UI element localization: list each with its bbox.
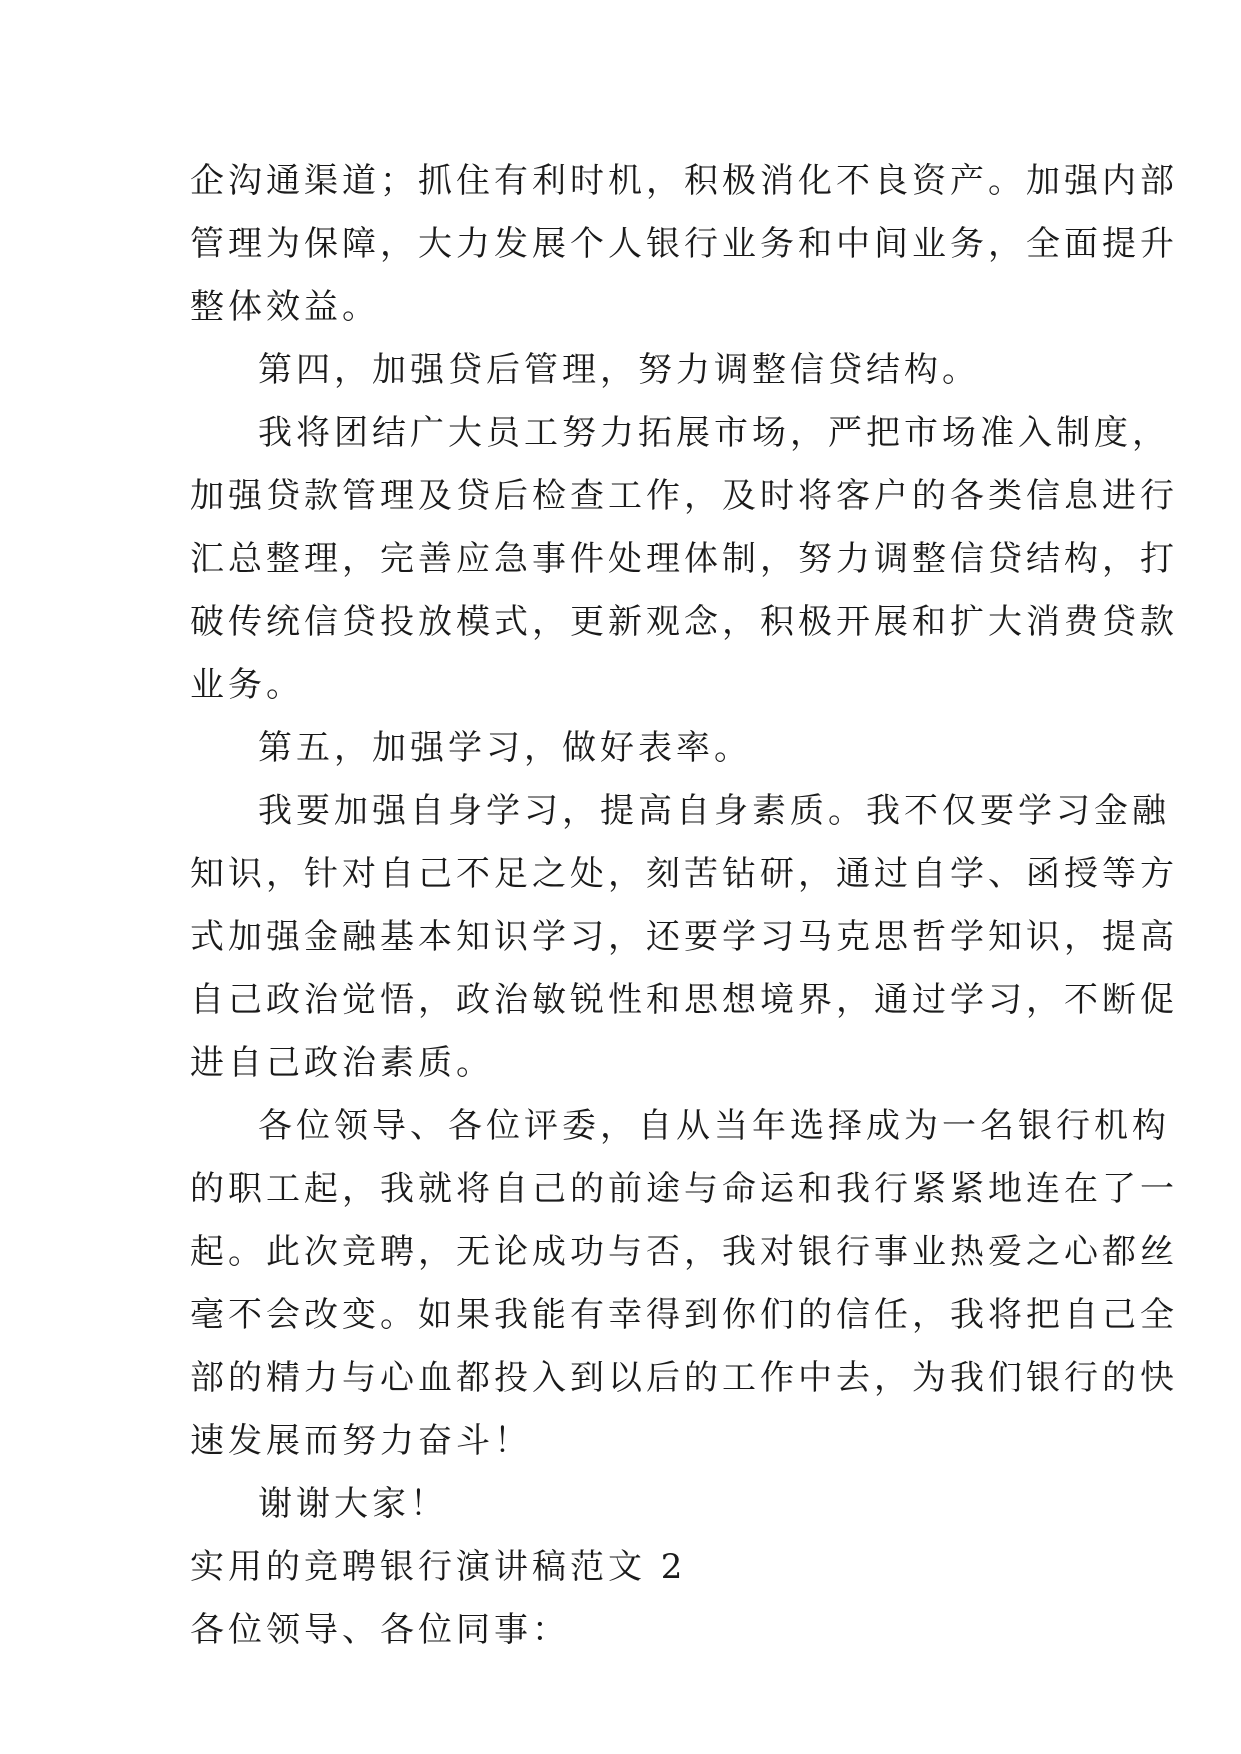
text-line: 整体效益。 — [190, 287, 380, 327]
text-line: 第四，加强贷后管理，努力调整信贷结构。 — [258, 350, 980, 390]
text-line: 汇总整理，完善应急事件处理体制，努力调整信贷结构，打 — [190, 539, 1178, 579]
text-line: 企沟通渠道；抓住有利时机，积极消化不良资产。加强内部 — [190, 161, 1178, 201]
text-line: 式加强金融基本知识学习，还要学习马克思哲学知识，提高 — [190, 917, 1178, 957]
text-line: 我将团结广大员工努力拓展市场，严把市场准入制度， — [258, 413, 1170, 453]
text-line: 速发展而努力奋斗！ — [190, 1421, 532, 1461]
text-line: 业务。 — [190, 665, 304, 705]
text-line: 进自己政治素质。 — [190, 1043, 494, 1083]
text-line: 谢谢大家！ — [258, 1484, 448, 1524]
text-line: 第五，加强学习，做好表率。 — [258, 728, 752, 768]
text-line: 破传统信贷投放模式，更新观念，积极开展和扩大消费贷款 — [190, 602, 1178, 642]
text-line: 的职工起，我就将自己的前途与命运和我行紧紧地连在了一 — [190, 1169, 1178, 1209]
text-line: 起。此次竞聘，无论成功与否，我对银行事业热爱之心都丝 — [190, 1232, 1178, 1272]
text-line: 毫不会改变。如果我能有幸得到你们的信任，我将把自己全 — [190, 1295, 1178, 1335]
text-line: 各位领导、各位同事： — [190, 1610, 570, 1650]
text-line: 我要加强自身学习，提高自身素质。我不仅要学习金融 — [258, 791, 1170, 831]
text-line: 各位领导、各位评委，自从当年选择成为一名银行机构 — [258, 1106, 1170, 1146]
text-line: 部的精力与心血都投入到以后的工作中去，为我们银行的快 — [190, 1358, 1178, 1398]
text-line: 实用的竞聘银行演讲稿范文 2 — [190, 1547, 687, 1587]
text-line: 自己政治觉悟，政治敏锐性和思想境界，通过学习，不断促 — [190, 980, 1178, 1020]
document-body — [190, 150, 1178, 1662]
text-line: 加强贷款管理及贷后检查工作，及时将客户的各类信息进行 — [190, 476, 1178, 516]
text-line: 管理为保障，大力发展个人银行业务和中间业务，全面提升 — [190, 224, 1178, 264]
text-line: 知识，针对自己不足之处，刻苦钻研，通过自学、函授等方 — [190, 854, 1178, 894]
